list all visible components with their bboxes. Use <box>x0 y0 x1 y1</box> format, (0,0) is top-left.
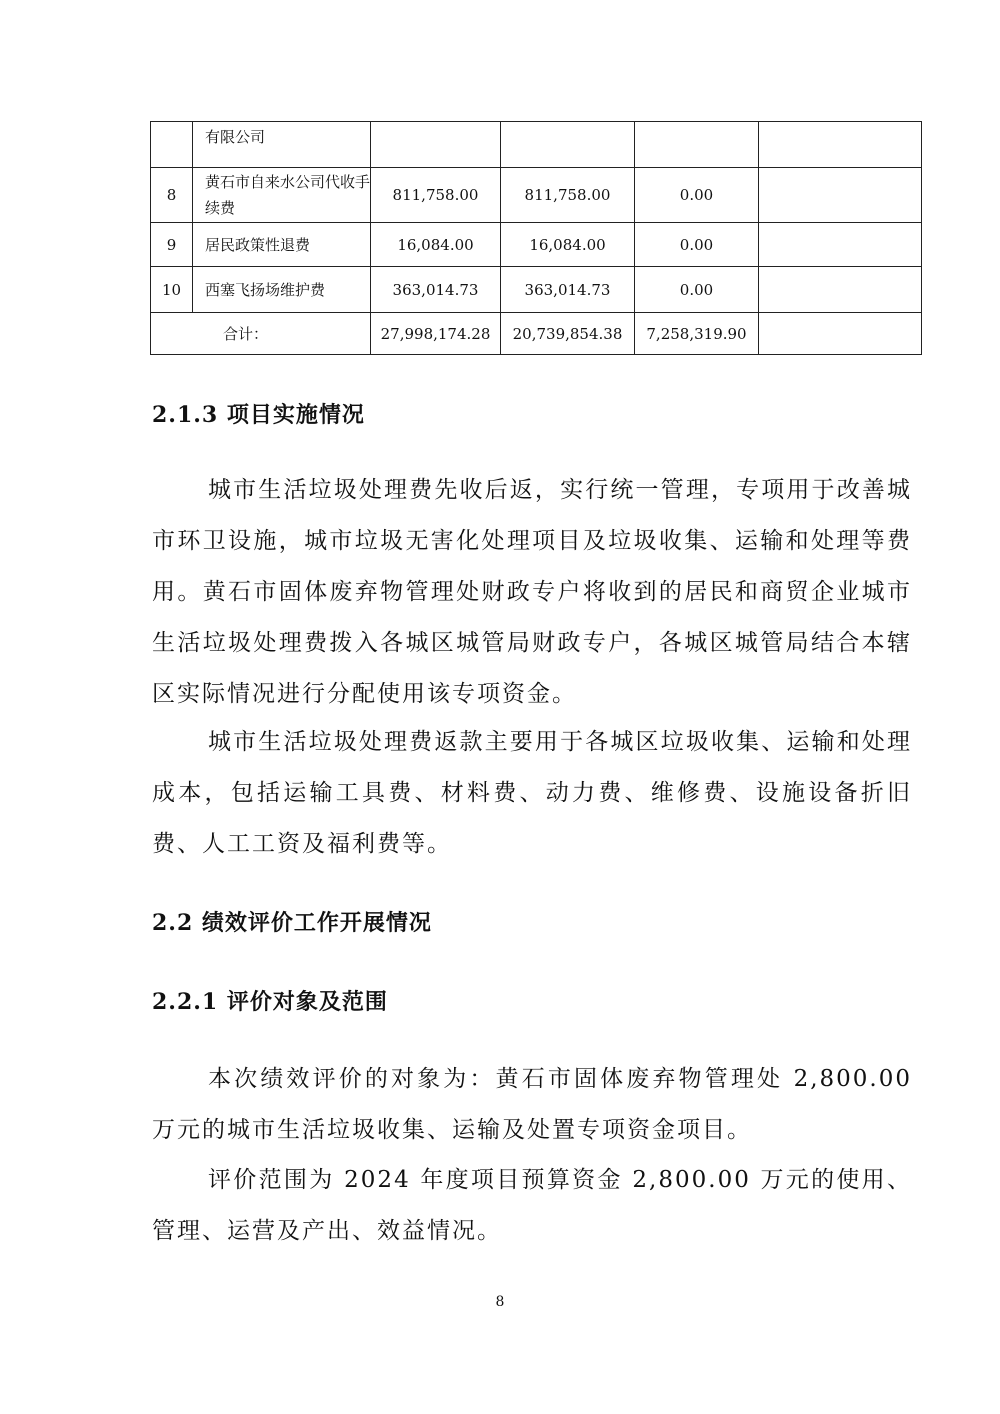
total-amount: 20,739,854.38 <box>501 313 635 355</box>
paragraph: 本次绩效评价的对象为：黄石市固体废弃物管理处 2,800.00 万元的城市生活垃圾收集、运输及处置专项资金项目。 <box>152 1066 912 1143</box>
section-heading-2-1-3: 2.1.3 项目实施情况 <box>152 402 365 428</box>
page-number: 8 <box>495 1294 505 1310</box>
amount-cell <box>371 122 501 168</box>
remark-cell <box>759 313 922 355</box>
remark-cell <box>759 122 922 168</box>
amount-cell: 0.00 <box>635 223 759 267</box>
section-heading-2-2: 2.2 绩效评价工作开展情况 <box>152 910 432 936</box>
remark-cell <box>759 267 922 313</box>
total-amount: 7,258,319.90 <box>635 313 759 355</box>
remark-cell <box>759 168 922 223</box>
amount-cell: 363,014.73 <box>501 267 635 313</box>
row-number: 8 <box>151 168 193 223</box>
section-heading-2-2-1: 2.2.1 评价对象及范围 <box>152 989 388 1015</box>
total-amount: 27,998,174.28 <box>371 313 501 355</box>
item-name: 西塞飞扬场维护费 <box>193 267 371 313</box>
amount-cell: 811,758.00 <box>371 168 501 223</box>
row-number: 10 <box>151 267 193 313</box>
table-row <box>151 223 922 267</box>
paragraph: 城市生活垃圾处理费先收后返，实行统一管理，专项用于改善城市环卫设施，城市垃圾无害化处理项目及垃圾收集、运输和处理等费用。黄石市固体废弃物管理处财政专户将收到的居民和商贸企业城市生活垃圾处理费拨入各城区城管局财政专户，各城区城管局结合本辖区实际情况进行分配使用该专项资金。 <box>152 477 912 707</box>
total-row <box>151 313 922 355</box>
row-number: 9 <box>151 223 193 267</box>
item-name: 居民政策性退费 <box>193 223 371 267</box>
table-row <box>151 168 922 223</box>
item-name: 有限公司 <box>193 122 371 168</box>
amount-cell: 16,084.00 <box>501 223 635 267</box>
amount-cell: 16,084.00 <box>371 223 501 267</box>
table-row <box>151 267 922 313</box>
amount-cell: 811,758.00 <box>501 168 635 223</box>
amount-cell: 363,014.73 <box>371 267 501 313</box>
paragraph: 城市生活垃圾处理费返款主要用于各城区垃圾收集、运输和处理成本，包括运输工具费、材料费、动力费、维修费、设施设备折旧费、人工工资及福利费等。 <box>152 729 912 857</box>
row-number <box>151 122 193 168</box>
amount-cell <box>635 122 759 168</box>
amount-cell: 0.00 <box>635 267 759 313</box>
amount-cell: 0.00 <box>635 168 759 223</box>
fee-table <box>150 121 922 355</box>
item-name: 黄石市自来水公司代收手续费 <box>193 168 371 223</box>
total-label: 合计： <box>151 313 371 355</box>
paragraph: 评价范围为 2024 年度项目预算资金 2,800.00 万元的使用、管理、运营及产出、效益情况。 <box>152 1167 912 1244</box>
remark-cell <box>759 223 922 267</box>
table-row <box>151 122 922 168</box>
amount-cell <box>501 122 635 168</box>
